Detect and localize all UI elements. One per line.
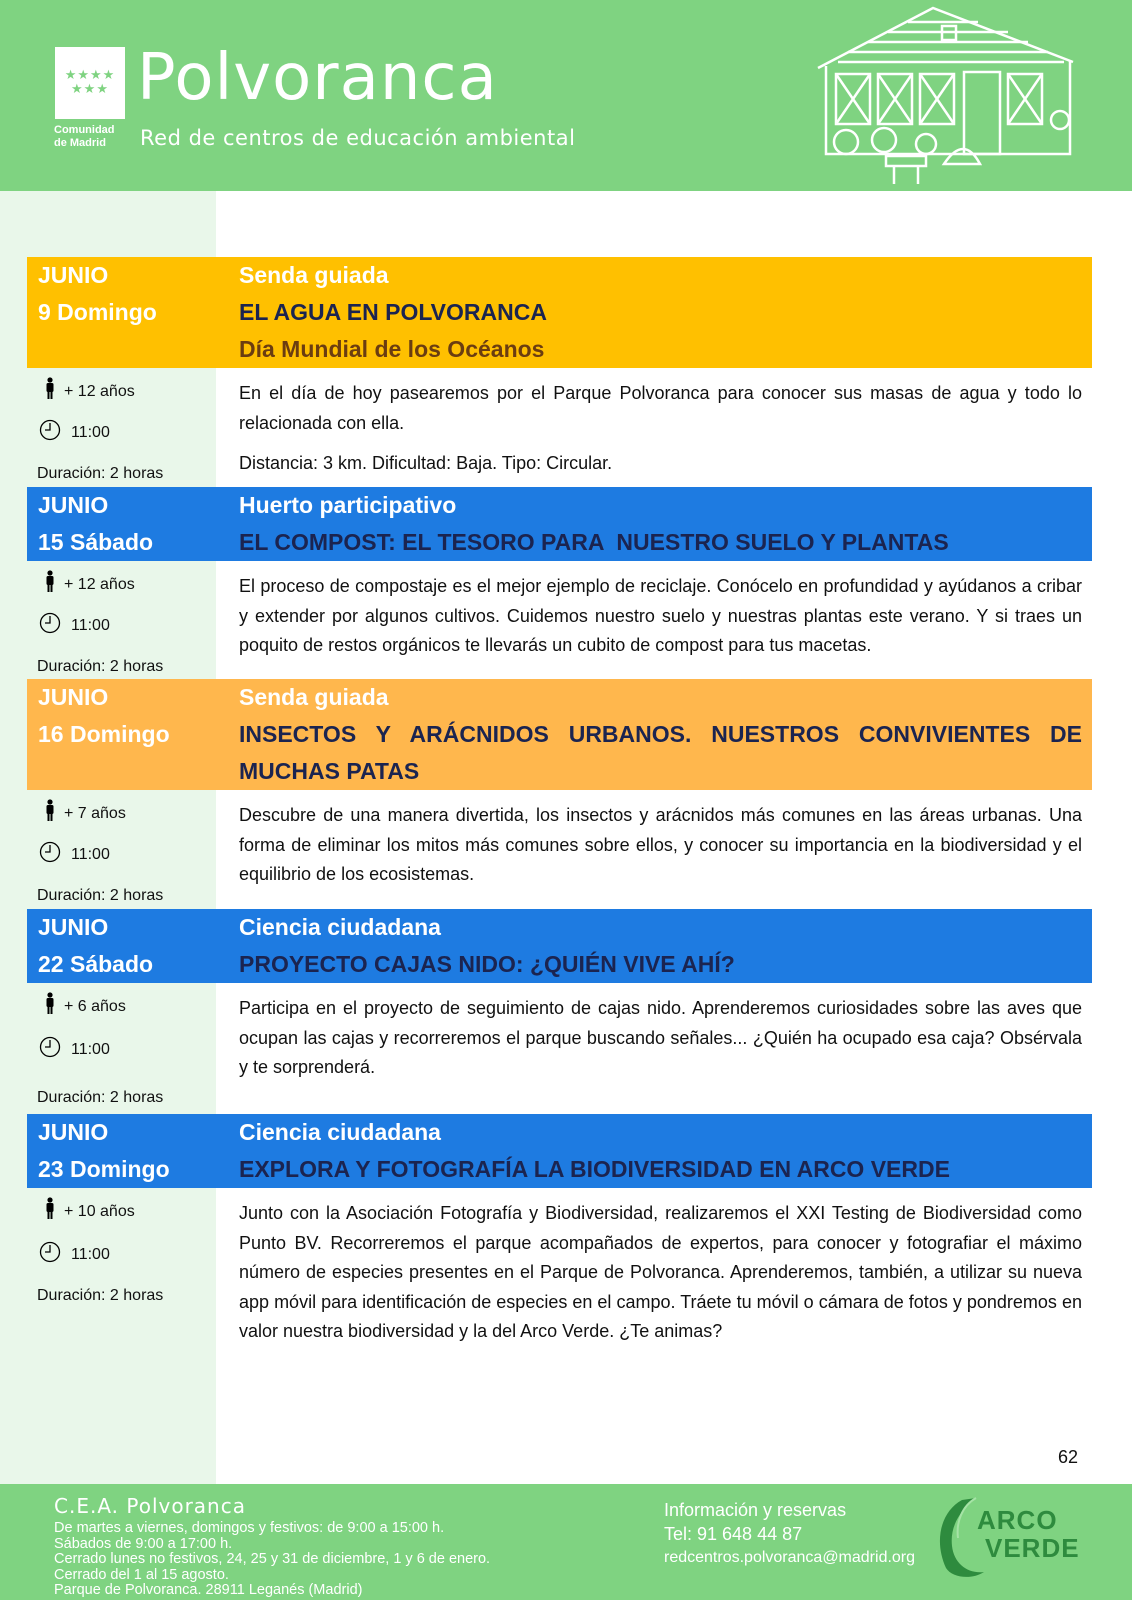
event-description (239, 379, 1082, 479)
person-icon (45, 570, 55, 592)
event-description-text: Junto con la Asociación Fotografía y Biodiversidad, realizaremos el XXI Testing de Biodiversidad como Punto BV. Recorreremos el parque acompañados de expertos, para conocer y fotografiar el máximo número de especies presentes en el Parque de Polvoranca. Aprenderemos, también, a utilizar su nueva app móvil para identificación de especies en el campo. Tráete tu móvil o cámara de fotos y pondremos en valor nuestra biodiversidad y la del Arco Verde. ¿Te animas? (239, 1203, 1082, 1341)
arco-verde-line2: VERDE (985, 1533, 1080, 1563)
center-hours (54, 1521, 490, 1599)
arco-verde-line1: ARCO (977, 1505, 1058, 1535)
page-header (0, 0, 1132, 191)
event-header (27, 1114, 1092, 1188)
page-footer (0, 1484, 1132, 1600)
event-header (27, 909, 1092, 983)
event-description (239, 994, 1082, 1083)
event-day: 22 Sábado (38, 951, 154, 977)
house-illustration (768, 4, 1080, 188)
event-date (38, 909, 153, 983)
contact-phone[interactable]: Tel: 91 648 44 87 (664, 1524, 803, 1544)
org-name (54, 124, 134, 150)
event-description-text: En el día de hoy pasearemos por el Parque Polvoranca para conocer sus masas de agua y todo lo relacionada con ella. (239, 383, 1082, 433)
event-title: PROYECTO CAJAS NIDO: ¿QUIÉN VIVE AHÍ? (239, 951, 735, 977)
event-month: JUNIO (38, 492, 109, 518)
event-duration: Duración: 2 horas (37, 887, 164, 904)
event-title: EL AGUA EN POLVORANCA (239, 299, 547, 325)
center-address: Parque de Polvoranca. 28911 Leganés (Madrid) (54, 1582, 363, 1599)
event-description (239, 1199, 1082, 1347)
event-date (38, 257, 157, 331)
center-name: C.E.A. Polvoranca (54, 1494, 246, 1518)
event-title: EXPLORA Y FOTOGRAFÍA LA BIODIVERSIDAD EN ARCO VERDE (239, 1156, 950, 1182)
event-date (38, 1114, 170, 1188)
contact-title: Información y reservas (664, 1500, 847, 1520)
event-category: Ciencia ciudadana (239, 914, 441, 940)
event-age: + 10 años (64, 1203, 135, 1220)
event-time: 11:00 (71, 1246, 110, 1263)
event-month: JUNIO (38, 684, 109, 710)
event-month: JUNIO (38, 1119, 109, 1145)
contact-info (664, 1498, 915, 1570)
event-titles (239, 909, 1082, 983)
event-day: 9 Domingo (38, 299, 157, 325)
event-age: + 12 años (64, 576, 135, 593)
event-time: 11:00 (71, 846, 110, 863)
event-duration: Duración: 2 horas (37, 1287, 164, 1304)
center-hours-line: Cerrado lunes no festivos, 24, 25 y 31 de diciembre, 1 y 6 de enero. (54, 1551, 491, 1568)
event-time: 11:00 (71, 617, 110, 634)
event-age: + 6 años (64, 998, 126, 1015)
event-description (239, 801, 1082, 890)
event-date (38, 487, 153, 561)
center-hours-line: De martes a viernes, domingos y festivos: de 9:00 a 15:00 h. (54, 1520, 445, 1536)
event-titles (239, 679, 1082, 790)
event-time: 11:00 (71, 1041, 110, 1058)
contact-email[interactable]: redcentros.polvoranca@madrid.org (664, 1549, 916, 1566)
event-age: + 7 años (64, 805, 126, 822)
brand-subtitle: Red de centros de educación ambiental (140, 126, 576, 150)
event-title: INSECTOS Y ARÁCNIDOS URBANOS. NUESTROS CONVIVIENTES DE MUCHAS PATAS (239, 721, 1082, 784)
person-icon (45, 377, 55, 399)
event-title: EL COMPOST: EL TESORO PARA NUESTRO SUELO Y PLANTAS (239, 529, 949, 555)
event-time: 11:00 (71, 424, 110, 441)
event-titles (239, 1114, 1082, 1188)
clock-icon (39, 419, 61, 441)
event-category: Senda guiada (239, 262, 389, 288)
event-duration: Duración: 2 horas (37, 465, 164, 482)
event-day: 23 Domingo (38, 1156, 170, 1182)
arco-verde-logo (932, 1492, 1082, 1592)
person-icon (45, 799, 55, 821)
arco-verde-text (977, 1506, 1080, 1562)
page-number: 62 (1058, 1447, 1079, 1467)
person-icon (45, 1197, 55, 1219)
center-hours-line: Sábados de 9:00 a 17:00 h. (54, 1535, 233, 1552)
brand-title: Polvoranca (137, 41, 498, 115)
event-category: Ciencia ciudadana (239, 1119, 441, 1145)
event-titles (239, 257, 1082, 368)
event-header (27, 679, 1092, 790)
event-duration: Duración: 2 horas (37, 658, 164, 675)
clock-icon (39, 1036, 61, 1058)
clock-icon (39, 1241, 61, 1263)
event-description-text: Descubre de una manera divertida, los insectos y arácnidos más comunes en las áreas urbanas. Una forma de eliminar los mitos más comunes sobre ellos, y conocer su importancia en la biodiversidad y el equilibrio de los ecosistemas. (239, 805, 1082, 884)
person-icon (45, 992, 55, 1014)
event-header (27, 257, 1092, 368)
center-hours-line: Cerrado del 1 al 15 agosto. (54, 1566, 229, 1583)
event-duration: Duración: 2 horas (37, 1089, 164, 1106)
event-month: JUNIO (38, 262, 109, 288)
event-category: Senda guiada (239, 684, 389, 710)
clock-icon (39, 841, 61, 863)
comunidad-madrid-logo (55, 47, 125, 119)
event-titles (239, 487, 1082, 561)
event-header (27, 487, 1092, 561)
logo-stars: ★★★★ ★★★ (64, 68, 116, 97)
event-description-text: El proceso de compostaje es el mejor ejemplo de reciclaje. Conócelo en profundidad y ayúdanos a cribar y extender por algunos cultivos. Cuidemos nuestro suelo y nuestras plantas este verano. Y si traes un poquito de restos orgánicos te llevarás un cubito de compost para tus macetas. (239, 576, 1082, 655)
event-description-text: Participa en el proyecto de seguimiento de cajas nido. Aprenderemos curiosidades sobre las aves que ocupan las cajas y recorreremos el parque buscando señales... ¿Quién ha ocupado esa caja? Obsérvala y te sorprenderá. (239, 998, 1082, 1077)
event-age: + 12 años (64, 383, 135, 400)
event-month: JUNIO (38, 914, 109, 940)
event-category: Huerto participativo (239, 492, 457, 518)
event-description (239, 572, 1082, 661)
event-extra-info: Distancia: 3 km. Dificultad: Baja. Tipo: Circular. (239, 453, 613, 473)
event-day: 15 Sábado (38, 529, 154, 555)
event-date (38, 679, 170, 753)
org-name-line2: de Madrid (54, 137, 106, 149)
event-day: 16 Domingo (38, 721, 170, 747)
clock-icon (39, 612, 61, 634)
org-name-line1: Comunidad (54, 124, 115, 136)
event-subtitle: Día Mundial de los Océanos (239, 336, 545, 362)
